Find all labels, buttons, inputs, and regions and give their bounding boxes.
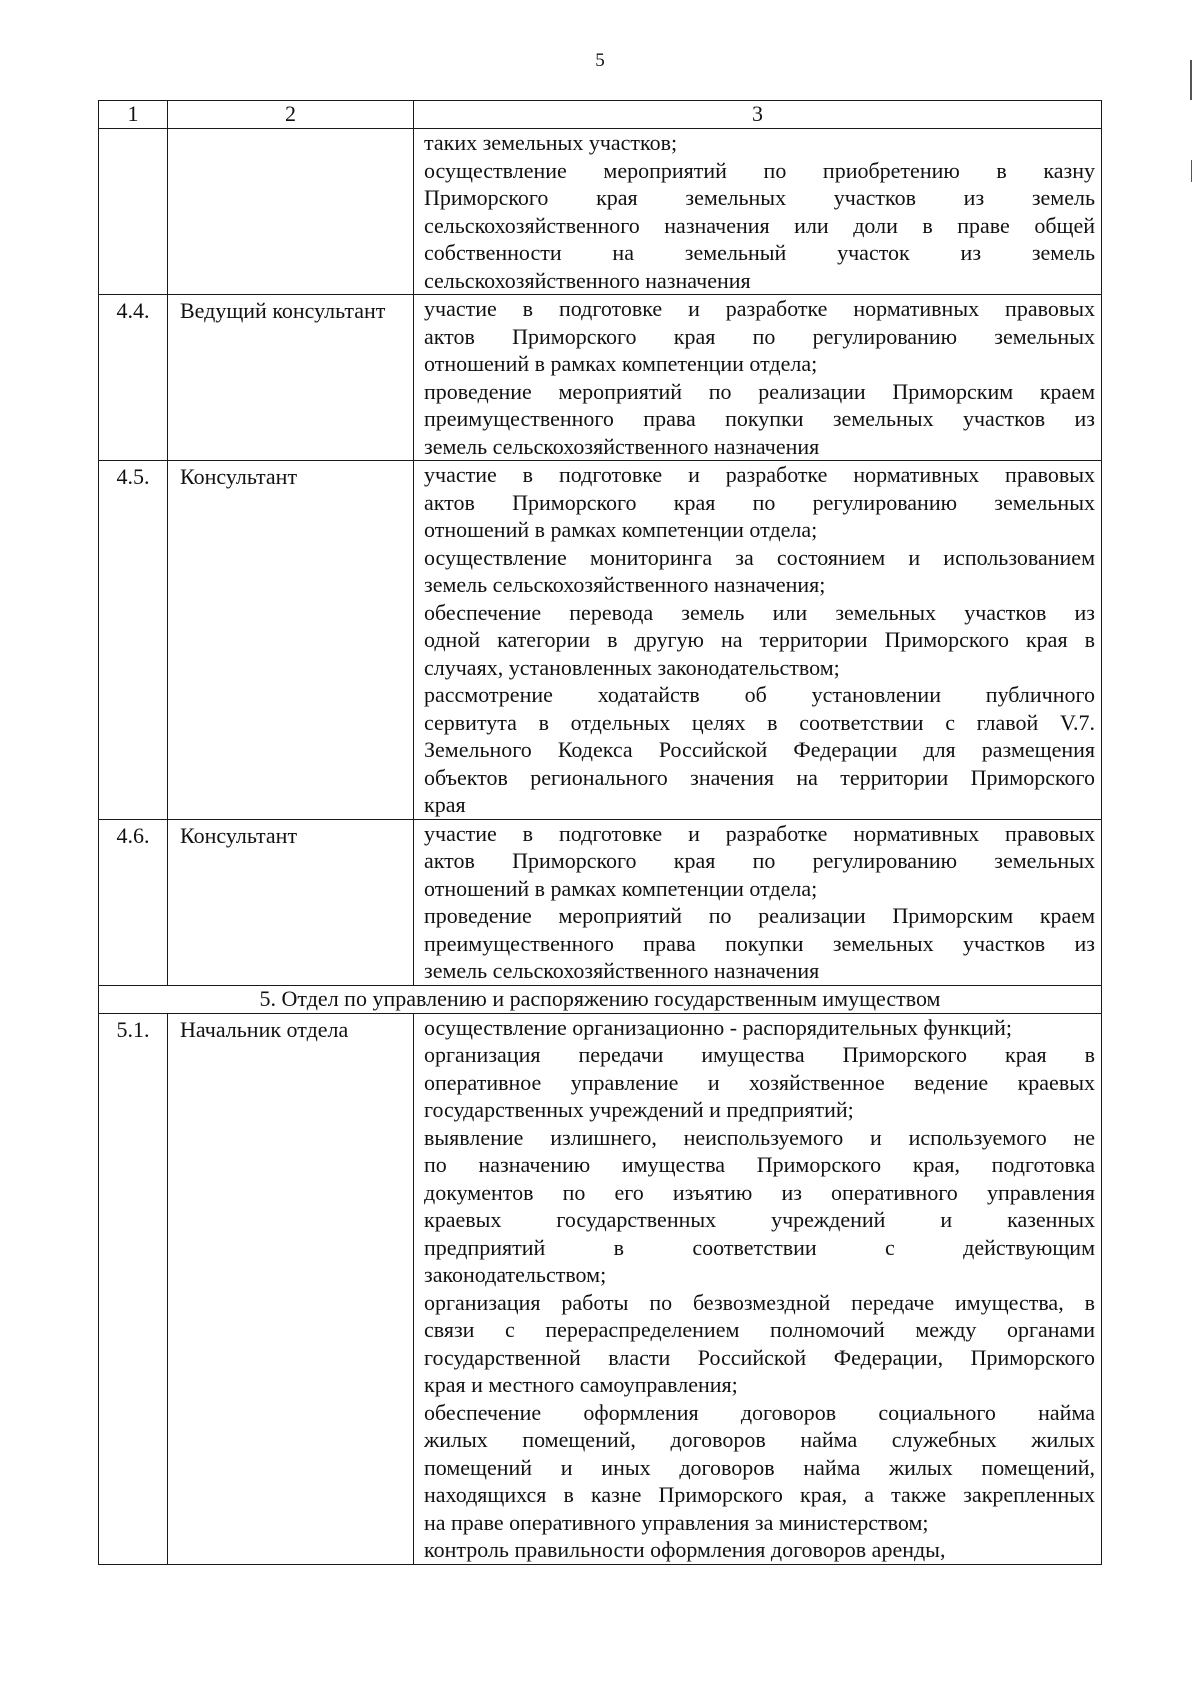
position-title: Консультант xyxy=(168,461,414,820)
duty-line: предприятий в соответствии с действующим xyxy=(424,1234,1095,1260)
duty-line: осуществление организационно - распорядительных функций; xyxy=(424,1014,1012,1040)
duty-line: участие в подготовке и разработке нормативных правовых xyxy=(424,820,1095,846)
duty-line: по назначению имущества Приморского края, подготовка xyxy=(424,1152,1095,1177)
duty-line: краевых государственных учреждений и казенных xyxy=(424,1207,1095,1232)
duty-line: края xyxy=(424,792,466,817)
duty-line: обеспечение оформления договоров социального найма xyxy=(424,1399,1095,1425)
duty-line: собственности на земельный участок из земель xyxy=(424,240,1095,265)
duty-line: случаях, установленных законодательством; xyxy=(424,654,840,680)
section-title: 5. Отдел по управлению и распоряжению государственным имуществом xyxy=(99,985,1102,1013)
duty-line: оперативное управление и хозяйственное ведение краевых xyxy=(424,1069,1095,1095)
duty-line: рассмотрение ходатайств об установлении публичного xyxy=(424,682,1095,707)
duties-table xyxy=(98,100,1102,1565)
duty-line: отношений в рамках компетенции отдела; xyxy=(424,351,818,376)
duty-line: осуществление мониторинга за состоянием и использованием xyxy=(424,544,1095,570)
duty-line: выявление излишнего, неиспользуемого и используемого не xyxy=(424,1124,1095,1150)
column-header-position: 2 xyxy=(168,101,414,129)
table-row xyxy=(99,1013,1102,1564)
header-row xyxy=(99,101,1102,129)
position-title: Ведущий консультант xyxy=(168,295,414,461)
position-title: Консультант xyxy=(168,819,414,985)
item-number: 4.4. xyxy=(99,295,168,461)
duty-line: земель сельскохозяйственного назначения; xyxy=(424,572,826,597)
duty-line: государственной власти Российской Федерации, Приморского xyxy=(424,1344,1095,1370)
duty-line: Земельного Кодекса Российской Федерации для размещения xyxy=(424,737,1095,762)
duties-cell xyxy=(414,129,1102,295)
duty-line: государственных учреждений и предприятий; xyxy=(424,1097,854,1122)
column-header-number: 1 xyxy=(99,101,168,129)
duty-line: актов Приморского края по регулированию земельных xyxy=(424,323,1095,349)
scan-edge-mark xyxy=(1190,60,1192,100)
duty-line: отношений в рамках компетенции отдела; xyxy=(424,875,818,901)
duty-line: контроль правильности оформления договоров аренды, xyxy=(424,1537,946,1562)
duty-line: края и местного самоуправления; xyxy=(424,1372,738,1397)
scan-edge-mark xyxy=(1191,160,1192,182)
section-header-row xyxy=(99,985,1102,1013)
duties-cell xyxy=(414,819,1102,985)
duty-line: земель сельскохозяйственного назначения xyxy=(424,433,820,459)
item-number: 5.1. xyxy=(99,1013,168,1564)
duties-cell xyxy=(414,461,1102,820)
duty-line: находящихся в казне Приморского края, а также закрепленных xyxy=(424,1482,1095,1507)
duty-line: участие в подготовке и разработке нормативных правовых xyxy=(424,462,1095,487)
duty-line: проведение мероприятий по реализации Приморским краем xyxy=(424,903,1095,928)
item-number xyxy=(99,129,168,295)
duty-line: одной категории в другую на территории Приморского края в xyxy=(424,627,1095,652)
duties-cell xyxy=(414,1013,1102,1564)
position-title xyxy=(168,129,414,295)
duty-line: организация передачи имущества Приморского края в xyxy=(424,1042,1095,1067)
duty-line: помещений и иных договоров найма жилых помещений, xyxy=(424,1454,1095,1480)
duty-line: участие в подготовке и разработке нормативных правовых xyxy=(424,296,1095,321)
duty-line: на праве оперативного управления за министерством; xyxy=(424,1509,929,1535)
duty-line: сельскохозяйственного назначения xyxy=(424,267,751,293)
duty-line: осуществление мероприятий по приобретению в казну xyxy=(424,157,1095,183)
column-header-duties: 3 xyxy=(414,101,1102,129)
table-row xyxy=(99,819,1102,985)
table-row xyxy=(99,461,1102,820)
duty-line: проведение мероприятий по реализации Приморским краем xyxy=(424,378,1095,404)
duty-line: жилых помещений, договоров найма служебных жилых xyxy=(424,1427,1095,1452)
duty-line: обеспечение перевода земель или земельных участков из xyxy=(424,599,1095,625)
duty-line: отношений в рамках компетенции отдела; xyxy=(424,517,818,542)
duty-line: актов Приморского края по регулированию земельных xyxy=(424,489,1095,515)
item-number: 4.6. xyxy=(99,819,168,985)
duty-line: преимущественного права покупки земельных участков из xyxy=(424,406,1095,431)
table-row xyxy=(99,295,1102,461)
table-row xyxy=(99,129,1102,295)
duty-line: организация работы по безвозмездной передаче имущества, в xyxy=(424,1289,1095,1315)
duty-line: сельскохозяйственного назначения или доли в праве общей xyxy=(424,212,1095,238)
page-number: 5 xyxy=(595,50,605,71)
duty-line: земель сельскохозяйственного назначения xyxy=(424,958,820,983)
duty-line: преимущественного права покупки земельных участков из xyxy=(424,930,1095,956)
duties-cell xyxy=(414,295,1102,461)
duty-line: Приморского края земельных участков из земель xyxy=(424,185,1095,210)
duty-line: таких земельных участков; xyxy=(424,130,678,155)
duty-line: связи с перераспределением полномочий между органами xyxy=(424,1317,1095,1342)
item-number: 4.5. xyxy=(99,461,168,820)
duty-line: сервитута в отдельных целях в соответствии с главой V.7. xyxy=(424,709,1095,735)
duty-line: законодательством; xyxy=(424,1262,607,1287)
position-title: Начальник отдела xyxy=(168,1013,414,1564)
duty-line: документов по его изъятию из оперативного управления xyxy=(424,1179,1095,1205)
duty-line: актов Приморского края по регулированию земельных xyxy=(424,848,1095,873)
table-body xyxy=(99,101,1102,1565)
duty-line: объектов регионального значения на территории Приморского xyxy=(424,764,1095,790)
